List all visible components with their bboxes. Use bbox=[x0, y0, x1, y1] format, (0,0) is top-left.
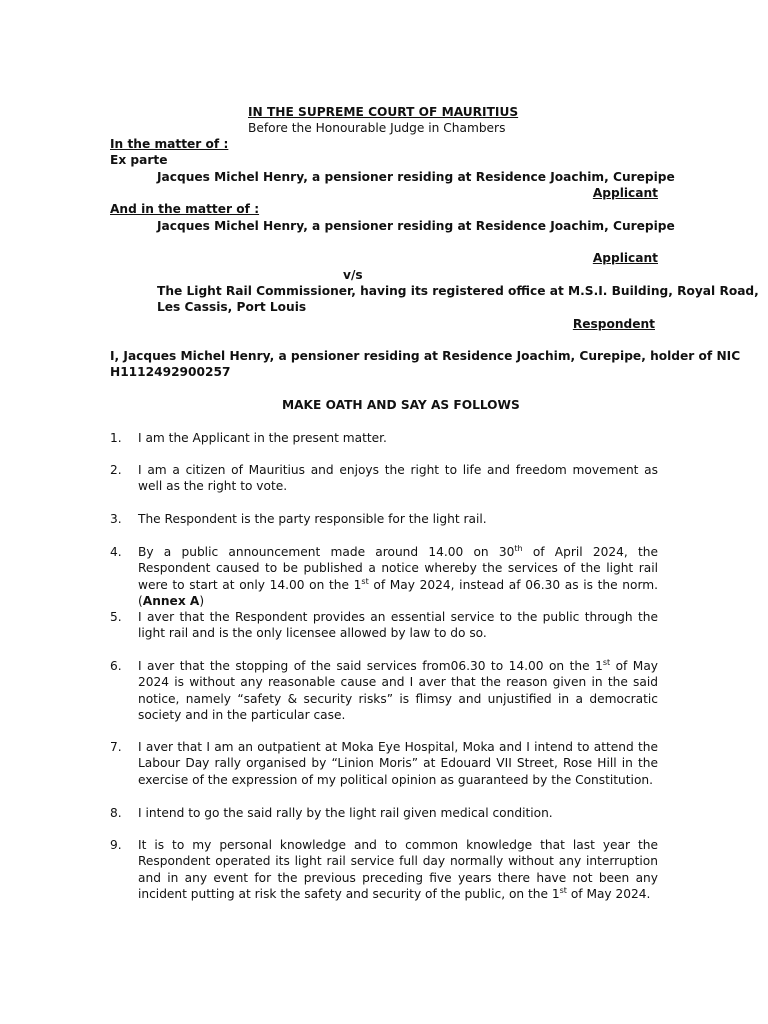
superscript: st bbox=[602, 658, 611, 667]
paragraph-4 bbox=[110, 544, 658, 609]
paragraph-number: 1. bbox=[110, 431, 122, 445]
paragraph-number: 5. bbox=[110, 610, 122, 624]
respondent-line-2: Les Cassis, Port Louis bbox=[157, 300, 307, 314]
paragraph-5 bbox=[110, 609, 658, 642]
paragraph-text: I intend to go the said rally by the light rail given medical condition. bbox=[138, 806, 553, 820]
text-run: ) bbox=[199, 593, 205, 608]
text-run: of May 2024 is without any reasonable cause and I aver that the reason given in the said notice, namely “safety & security risks” is flimsy and unjustified in a democratic society and in the particular case. bbox=[138, 659, 658, 722]
oath-heading: MAKE OATH AND SAY AS FOLLOWS bbox=[282, 398, 520, 412]
text-run: It is to my personal knowledge and to common knowledge that last year the Respondent operated its light rail service full day normally without any interruption and in any event for the previous preceding five years there have not been any incident putting at risk the safety and security of the public, on the 1 bbox=[138, 838, 658, 901]
paragraph-text: I am the Applicant in the present matter. bbox=[138, 431, 387, 445]
annex-reference: Annex A bbox=[142, 593, 200, 608]
superscript: th bbox=[514, 544, 523, 553]
text-run: of April 2024, the Respondent caused to be published a notice whereby the services of the light rail were to start at only 14.00 on the 1 bbox=[138, 545, 658, 592]
text-run: I aver that the stopping of the said services from06.30 to 14.00 on the 1 bbox=[138, 659, 603, 673]
paragraph-6 bbox=[110, 658, 658, 723]
paragraph-text: I aver that I am an outpatient at Moka Eye Hospital, Moka and I intend to attend the Labour Day rally organised by “Linion Moris” at Edouard VII Street, Rose Hill in the exercise of the expression of my political opinion as guaranteed by the Constitution. bbox=[138, 740, 658, 787]
paragraph-1 bbox=[110, 430, 658, 446]
paragraph-8 bbox=[110, 805, 658, 821]
applicant-party-line: Jacques Michel Henry, a pensioner residing at Residence Joachim, Curepipe bbox=[157, 170, 675, 184]
text-run: of May 2024, instead af 06.30 as is the norm. ( bbox=[138, 577, 658, 608]
paragraph-number: 6. bbox=[110, 659, 122, 673]
text-run: of May 2024. bbox=[566, 886, 651, 901]
paragraph-9 bbox=[110, 837, 658, 902]
paragraph-text bbox=[138, 658, 658, 723]
paragraph-number: 7. bbox=[110, 740, 122, 754]
second-applicant-role: Applicant bbox=[592, 251, 658, 265]
second-applicant-party-line: Jacques Michel Henry, a pensioner residing at Residence Joachim, Curepipe bbox=[157, 219, 675, 233]
paragraph-number: 9. bbox=[110, 838, 122, 852]
paragraph-number: 3. bbox=[110, 512, 122, 526]
paragraph-text bbox=[138, 837, 658, 902]
second-matter-label: And in the matter of : bbox=[110, 202, 260, 216]
paragraph-text bbox=[138, 544, 658, 609]
applicant-role: Applicant bbox=[592, 186, 658, 200]
respondent-line-1: The Light Rail Commissioner, having its registered office at M.S.I. Building, Royal Road, bbox=[157, 284, 759, 298]
paragraph-text: I aver that the Respondent provides an essential service to the public through the light rail and is the only licensee allowed by law to do so. bbox=[138, 610, 658, 641]
superscript: st bbox=[361, 576, 369, 586]
respondent-role: Respondent bbox=[572, 317, 655, 331]
paragraph-number: 4. bbox=[110, 545, 122, 559]
deponent-line-1: I, Jacques Michel Henry, a pensioner residing at Residence Joachim, Curepipe, holder of NIC bbox=[110, 349, 741, 363]
paragraph-text: I am a citizen of Mauritius and enjoys the right to life and freedom movement as well as the right to vote. bbox=[138, 463, 658, 494]
versus-label: v/s bbox=[343, 268, 363, 282]
paragraph-2 bbox=[110, 462, 658, 495]
paragraph-text: The Respondent is the party responsible for the light rail. bbox=[138, 512, 487, 526]
before-judge-line: Before the Honourable Judge in Chambers bbox=[248, 121, 506, 135]
ex-parte-label: Ex parte bbox=[110, 153, 168, 167]
superscript: st bbox=[559, 885, 567, 895]
paragraph-number: 8. bbox=[110, 806, 122, 820]
text-run: By a public announcement made around 14.00 on 30 bbox=[138, 545, 515, 559]
paragraph-7 bbox=[110, 739, 658, 788]
deponent-line-2: H1112492900257 bbox=[110, 365, 231, 379]
paragraph-number: 2. bbox=[110, 463, 122, 477]
court-title: IN THE SUPREME COURT OF MAURITIUS bbox=[248, 105, 519, 119]
matter-label: In the matter of : bbox=[110, 137, 229, 151]
paragraph-3 bbox=[110, 511, 658, 527]
